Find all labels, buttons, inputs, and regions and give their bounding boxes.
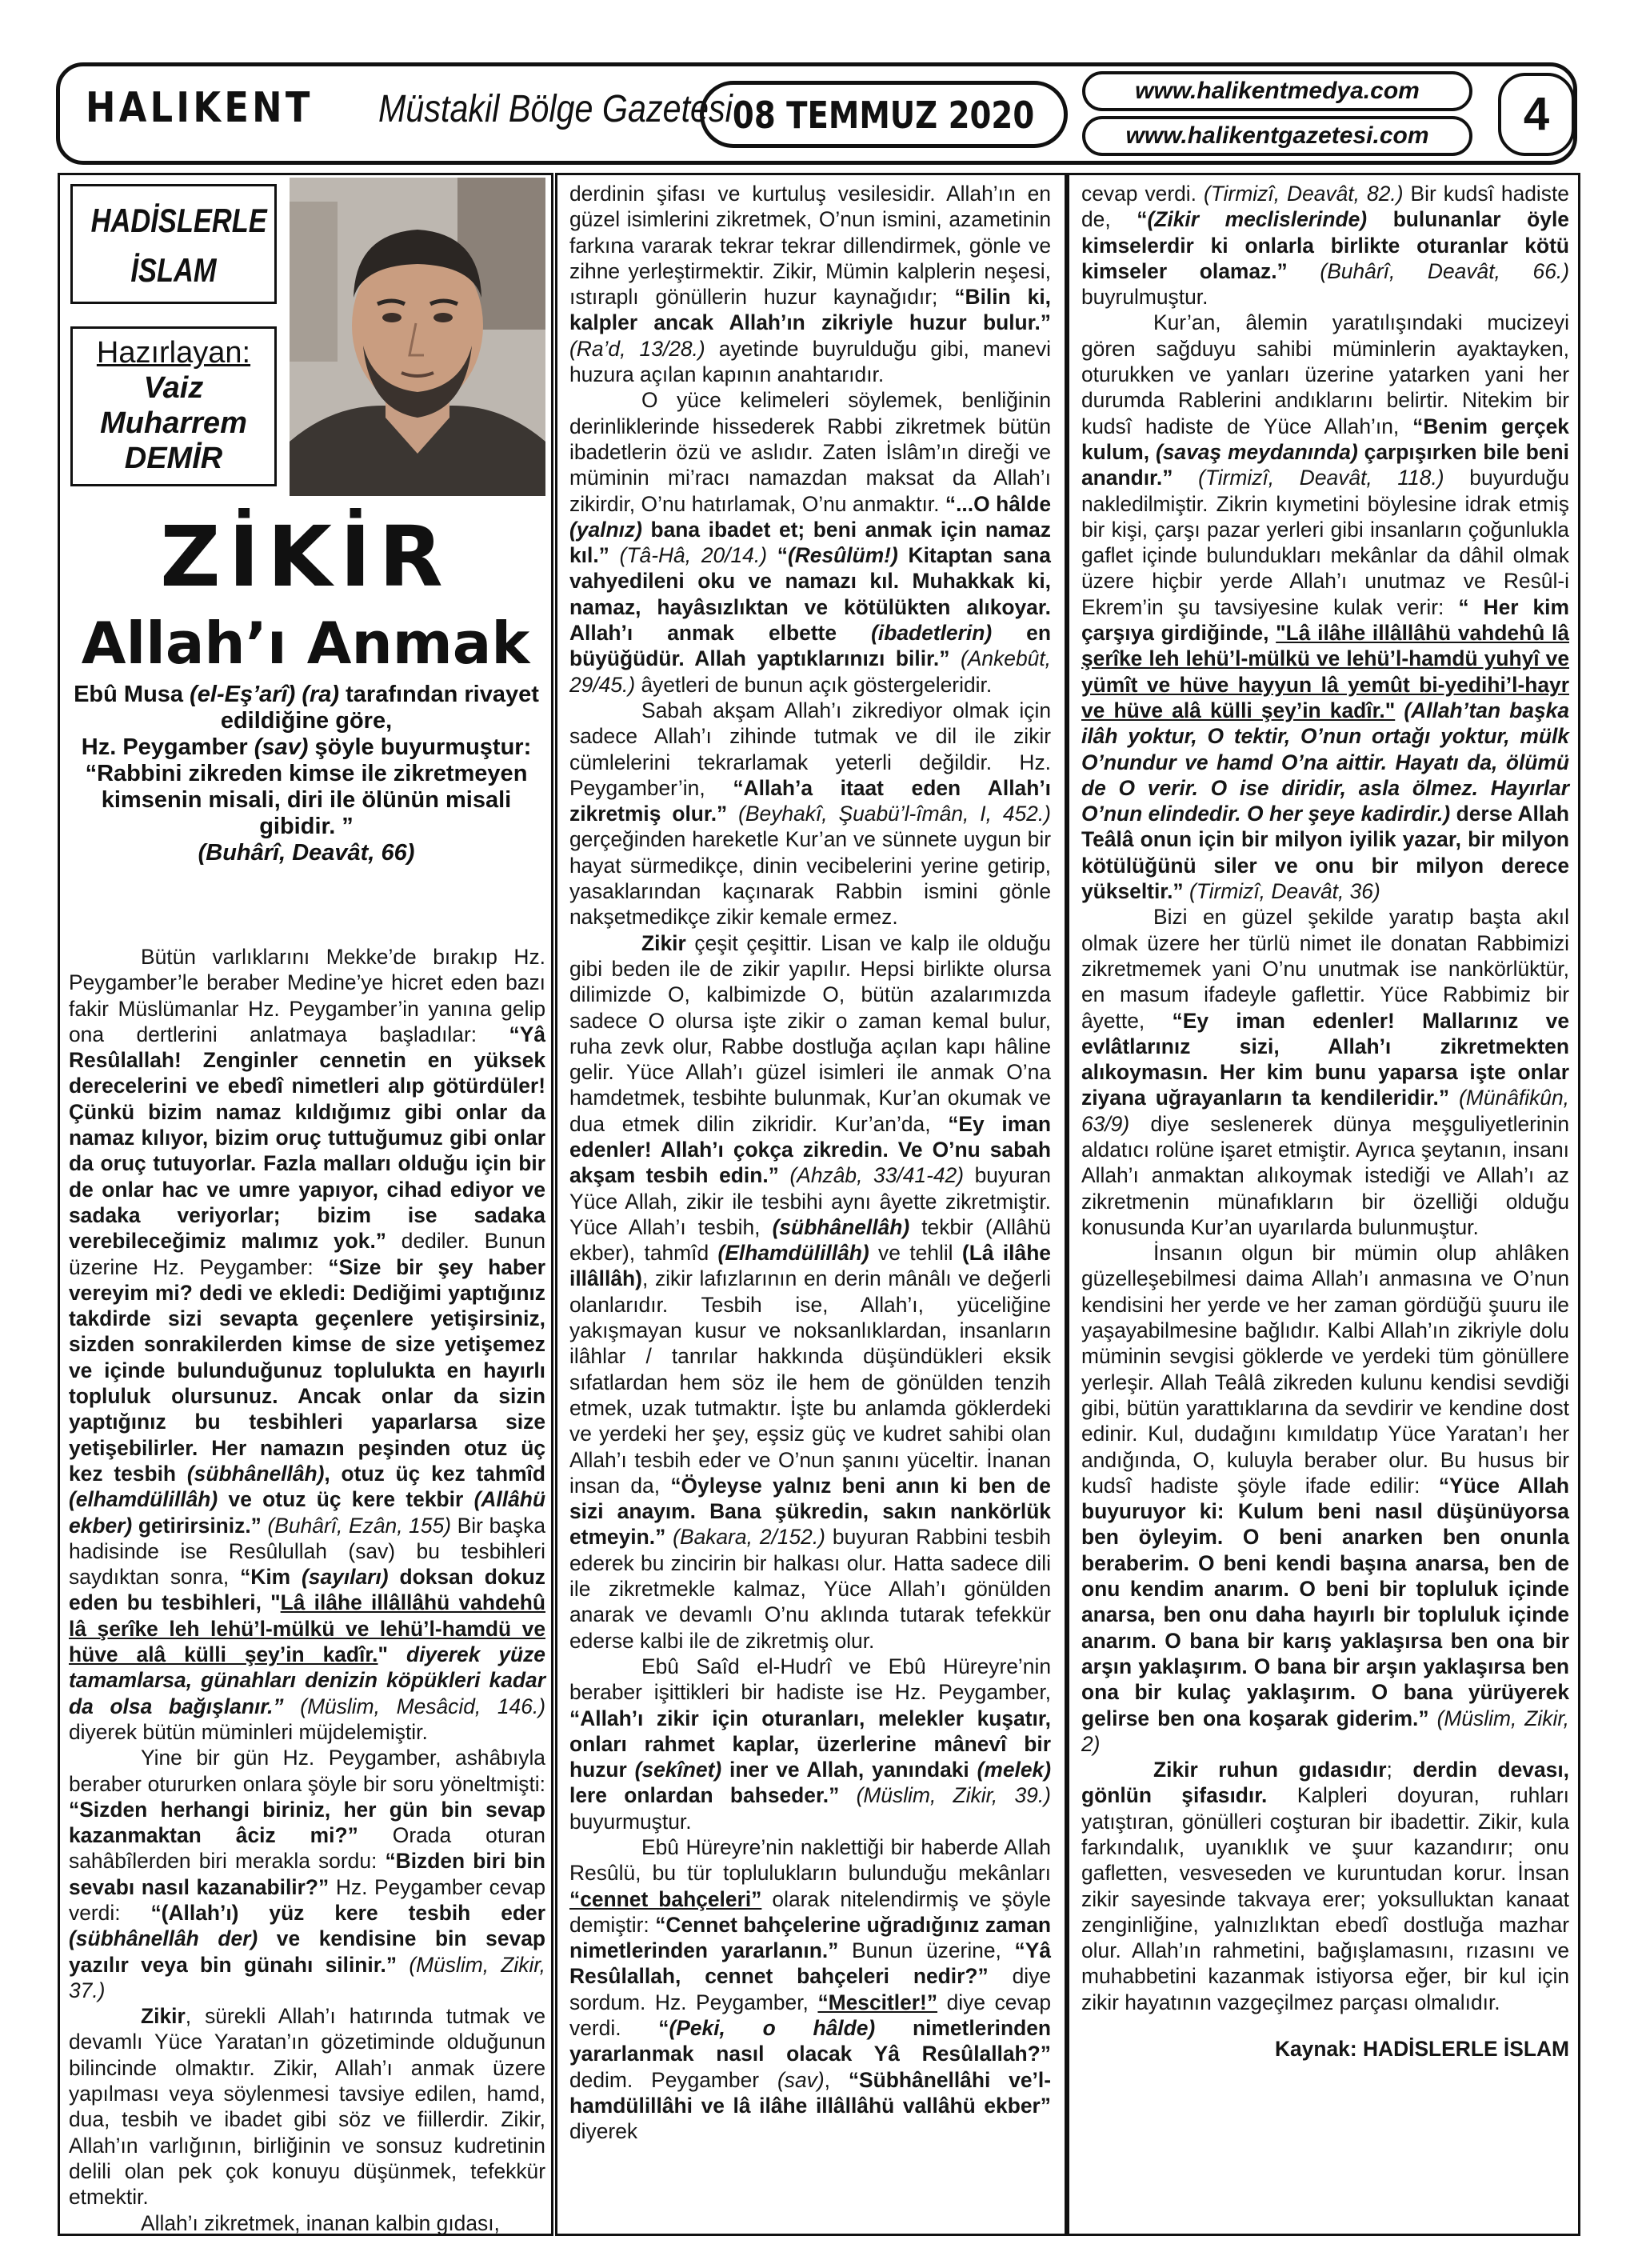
article-paragraph [569, 698, 1051, 930]
article-paragraph [1081, 181, 1569, 310]
text-run: " [378, 1642, 389, 1667]
page-number: 4 [1498, 73, 1575, 156]
issue-date [700, 81, 1068, 148]
text-run: (melek) [977, 1758, 1051, 1782]
text-run: doksan dokuz eden bu tesbihleri, " [69, 1565, 545, 1615]
text-run [284, 1694, 301, 1718]
text-run: (Zikir meclislerinde) [1147, 207, 1368, 232]
text-run: buyurduğu nakledilmiştir. Zikrin kıymetini böylesine idrak etmiş bir kişi, çarşı pazar yerleri gibi insanların çoğunlukla gaflet içinde bulundukları mekânlar da dâhil olmak üzere hiçbir yerde Allah’ı unutmaz ve Resûl-i Ekrem’in şu tavsiyesine kulak verir: [1081, 466, 1570, 619]
text-run: "Lâ ilâhe illâllâhü vahdehû lâ şerîke leh lehü’l-mülkü ve lehü’l-hamdü yuhyî ve yümît ve hüve hayyun lâ yemût bi-yedihi’l-hayr ve hüve alâ külli şey’in kadîr." [1081, 621, 1569, 722]
article-paragraph [69, 944, 545, 1745]
text-run: bana ibadet et; beni anmak için namaz kıl.” [569, 517, 1051, 568]
text-run: (Tirmizî, Deavât, 82.) [1204, 182, 1404, 206]
text-run: “Kim [240, 1565, 302, 1590]
text-run: (Müslim, Zikir, 37.) [69, 1952, 545, 2002]
text-run: dediler. Bunun üzerine Hz. Peygamber: [69, 1229, 546, 1279]
text-run: (Ahzâb, 33/41-42) [789, 1163, 965, 1188]
text-run: Yine bir gün Hz. Peygamber, ashâbıyla beraber otururken onlara şöyle bir soru yöneltmişti: [69, 1746, 545, 1796]
text-run: gerçeğinden hareketle Kur’an ve sünnete uygun bir hayat sürmedikçe, dinin vecibelerini yerine getirip, yasaklarından kaçınarak Rabbin ismini gönle nakşetmedikçe zikir kemale ermez. [569, 827, 1051, 930]
newspaper-subtitle: Müstakil Bölge Gazetesi [378, 88, 733, 130]
text-run: (Ra’d, 13/28.) [569, 336, 705, 361]
text-run: (Bakara, 2/152.) [673, 1525, 825, 1550]
text-run: (Peki, o hâlde) [669, 2016, 876, 2041]
text-run [1288, 259, 1320, 283]
author-photo-illustration [290, 178, 545, 496]
masthead [56, 62, 1577, 165]
text-run: diye cevap verdi. [569, 1990, 1052, 2041]
text-run: (Münâfikûn, 63/9) [1081, 1086, 1569, 1136]
text-run: , sürekli Allah’ı hatırında tutmak ve devamlı Yüce Yaratan’ın gözetiminde olduğunun bilincinde olmaktır. Zikir, Allah’ı anmak üzere yapılması veya söylenmesi tavsiye edilen, hamd, dua, tesbih ve ibadet gibi söz ve fiillerdir. Zikir, Allah’ın varlığının, birliğinin ve sonsuz kudretinin delili olan pek çok konuyu düşünmek, tefekkür etmektir. [69, 2004, 545, 2210]
text-run: ve kendisine bin sevap yazılır veya bin günahı silinir.” [69, 1926, 545, 1977]
text-run: (Müslim, Mesâcid, 146.) [300, 1694, 546, 1718]
text-run: diyerek [569, 2119, 638, 2144]
text-run [949, 646, 961, 670]
text-run: dedim. Peygamber [569, 2067, 777, 2092]
text-run: (Müslim, Zikir, 39.) [856, 1783, 1051, 1808]
text-run: O yüce kelimeleri söylemek, benliğinin derinliklerinde hissederek Rabbi zikretmek bütün ibadetlerin özü ve aslıdır. Zaten İslâm’ın direği ve müminin mi’racı namazdan maksat da Allah’ı zikirdir, O’nu hatırlamak, O’nu anmaktır. [569, 388, 1051, 516]
text-run: Orada oturan sahâbîlerden biri merakla sordu: [69, 1823, 545, 1874]
text-run: diyerek yüze tamamlarsa, günahları denizin köpükleri kadar da olsa bağışlanır.” [69, 1642, 545, 1718]
text-run [609, 543, 620, 567]
text-run [727, 802, 738, 826]
text-run [839, 1783, 856, 1807]
text-run: Hz. Peygamber cevap verdi: [69, 1874, 545, 1925]
text-run: olarak nitelendirmiş ve şöyle demiştir: [569, 1886, 1052, 1937]
text-run: (Elhamdülillâh) [717, 1241, 869, 1266]
text-run: Bütün varlıklarını Mekke’de bırakıp Hz. Peygamber’le beraber Medine’ye hicret eden bazı fakir Müslümanlar Hz. Peygamber’in yanına gelip ona dertlerini anlatmaya başladılar: [69, 945, 545, 1046]
text-run: buyuran Rabbini tesbih ederek bu zincirin bir halkası olur. Hatta sadece dili ile zikretmekle kalmaz, Yüce Allah’ı gönülden anarak ve devamlı O’nu aklında tutarak tefekkür ederse kalbi ile de zikretmiş olur. [569, 1525, 1051, 1653]
text-run: ayetinde buyrulduğu gibi, manevi huzura açılan kapının anahtarıdır. [569, 336, 1052, 387]
text-run: derdin devası, gönlün şifasıdır. [1081, 1758, 1570, 1808]
article-paragraph [1081, 1757, 1569, 2015]
text-run: Bir başka hadisinde ise Resûlullah (sav) bu tesbihleri saydıktan sonra, [69, 1513, 546, 1590]
text-run: buyuran Yüce Allah, zikir ile tesbihi aynı âyette zikretmiştir. Yüce Allah’ı tesbih, [569, 1163, 1051, 1239]
section-title-box [70, 184, 277, 304]
section-title-line1: HADİSLERLE [90, 202, 267, 239]
text-run: derse Allah Teâlâ onun için bir milyon iyilik yazar, bir milyon kötülüğünü siler ve onu bir milyon derece yükseltir.” [1081, 802, 1569, 904]
text-run: (yalnız) [569, 517, 642, 542]
text-run: , [824, 2067, 849, 2092]
text-run: Bunun üzerine, [838, 1938, 1015, 1963]
text-run: (sekînet) [634, 1758, 722, 1782]
text-run [397, 1953, 409, 1977]
text-run: “ [658, 2016, 669, 2041]
text-run: Zikir [641, 930, 686, 955]
text-run: en büyüğüdür. Allah yaptıklarınızı bilir.” [569, 621, 1051, 671]
text-run: Ebû Saîd el-Hudrî ve Ebû Hüreyre’nin beraber işittikleri bir hadiste ise Hz. Peygamber, [569, 1654, 1051, 1705]
text-run: Sabah akşam Allah’ı zikrediyor olmak için sadece Allah’ı zihinde tutmak ve dil ile zikir cümlelerini tekrarlamak yeterli değildir. Hz. Peygamber’in, [569, 698, 1051, 800]
article-paragraph [1081, 310, 1569, 904]
text-run: “Bilin ki, kalpler ancak Allah’ın zikriyle huzur bulur.” [569, 285, 1051, 335]
article-paragraph [569, 181, 1051, 387]
text-run: “Ey iman edenler! Mallarınız ve evlâtlarınız sizi, Allah’ı zikretmekten alıkoymasın. Her kim bunu yaparsa işte onlar ziyana uğrayanların ta kendileridir.” [1081, 1008, 1569, 1110]
text-run [1449, 1086, 1459, 1110]
text-run: “ [777, 543, 788, 568]
text-run: (sübhânellâh der) [69, 1926, 258, 1951]
text-run: “Yâ Resûlallah! Zenginler cennetin en yüksek derecelerini ve ebedî nimetleri alıp götürdüler! Çünkü bizim namaz kıldığımız gibi onlar da namaz kılıyor, bizim oruç tuttuğumuz gibi onlar da oruç tutuyorlar. Fazla malları olduğu için bir de onlar hac ve umre yapıyor, cihad ediyor ve sadaka veriyorlar; bizim ise sadaka verebileceğimiz malımız yok.” [69, 1022, 545, 1254]
article-paragraph [69, 1745, 545, 2003]
text-run: ; [1386, 1758, 1413, 1782]
text-run: ve otuz üç kere tekbir [218, 1487, 474, 1512]
text-run: (Buhârî, Deavât, 66.) [1320, 258, 1569, 283]
text-run: (sav) [777, 2067, 825, 2092]
text-run: Zikir ruhun gıdasıdır [1153, 1758, 1387, 1782]
text-run: Bir kudsî hadiste de, [1081, 182, 1569, 232]
source-credit: Kaynak: HADİSLERLE İSLAM [1274, 2037, 1569, 2062]
prepared-by-label: Hazırlayan: [96, 336, 251, 370]
author-title: Vaiz [143, 371, 204, 405]
text-run: (Müslim, Zikir, 2) [1081, 1706, 1569, 1756]
intro-hadith [74, 682, 539, 866]
article-paragraph [69, 2210, 545, 2236]
text-run: “Size bir şey haber vereyim mi? dedi ve ekledi: Dediğimi yaptığınız takdirde sizi sevapta geçenlere yetişirsiniz, sizden sonrakilerden kimse de size yetişemez ve içinde bulunduğunuz toplulukta en hayırlı topluluk olursunuz. Ancak onlar da sizin yaptığınız bu tesbihleri yaparlarsa size yetişebilirler. Her namazın peşinden otuz üç kez tesbih [69, 1254, 545, 1486]
text-run: şöyle buyurmuştur: “Rabbini zikreden kimse ile zikretmeyen kimsenin misali, diri ile ölünün misali gibidir. ” [85, 734, 532, 839]
text-run: (Tâ-Hâ, 20/14.) [619, 543, 767, 568]
text-run: buyurmuştur. [569, 1809, 692, 1834]
section-title-line2: İSLAM [130, 251, 217, 289]
author-box [70, 326, 277, 486]
text-run: Bizi en güzel şekilde yaratıp başta akıl olmak üzere her türlü nimet ile donatan Rabbimizi zikretmemek yani O’nu unutmak ise nankörlüktür, en masum ifadeyle gaflettir. Yüce Rabbimiz bir âyette, [1081, 905, 1569, 1033]
text-run: “Allah’ı zikir için oturanları, melekler kuşatır, onları rahmet kaplar, üzerlerine mânevî bir huzur [569, 1706, 1051, 1782]
text-run: (Resûlüm!) [787, 543, 898, 568]
text-run: (Ankebût, 29/45.) [569, 646, 1051, 697]
article-paragraph [569, 387, 1051, 698]
text-run: “Öyleyse yalnız beni anın ki ben de sizi anayım. Bana şükredin, sakın nankörlük etmeyin.” [569, 1473, 1051, 1550]
article-paragraph [1081, 904, 1569, 1240]
article-column-2 [569, 181, 1051, 2145]
text-run: (Tirmizî, Deavât, 118.) [1198, 466, 1444, 490]
text-run: “Ey iman edenler! Allah’ı çokça zikredin. Ve O’nu sabah akşam tesbih edin.” [569, 1111, 1051, 1188]
text-run: diyerek bütün müminleri müjdelemiştir. [69, 1719, 428, 1744]
text-run: İnsanın olgun bir mümin olup ahlâken güzelleşebilmesi daima Allah’ı anmasına ve O’nun kendisini her yerde ve her zaman gördüğü şuuru ile yaşayabilmesine bağlıdır. Kalbi Allah’ın zikriyle dolu müminin sevgisi göklerde ve yerdeki tüm gönüllere yerleşir. Allah Teâlâ zikreden kulunu kendisi sevdiği gibi, bütün yarattıklarına da sevdirir ve kendine dost edinir. Kul, dudağını kımıldatıp Yüce Yaratan’ı her andığında, O, kuluyla beraber olur. Bu husus bir kudsî hadiste şöyle ifade edilir: [1081, 1241, 1569, 1498]
text-run: “Sizden herhangi biriniz, her gün bin sevap kazanmaktan âciz mi?” [69, 1797, 545, 1848]
article-headline: ZİKİR [160, 508, 451, 606]
text-run: çeşit çeşittir. Lisan ve kalp ile olduğu gibi beden ile de zikir yapılır. Hepsi birlikte olursa dilimizde O, kalbimizde O, bütün azalarımızda sadece O olursa işte zikir o zaman kemal bulur, ruha zevk olur, Rabbe dostluğa açılan kapı hâline gelir. Yüce Allah’ı güzel isimleri ile anmak O’na hamdetmek, tesbihte bulunmak, Kur’an okumak ve dua etmek dilin zikridir. Kur’an’da, [569, 930, 1051, 1136]
text-run: cevap verdi. [1081, 182, 1204, 206]
text-run: “(Allah’ı) yüz kere tesbih eder [150, 1900, 545, 1925]
text-run: iner ve Allah, yanındaki [721, 1758, 977, 1782]
text-run: (Allâhü ekber) [69, 1487, 545, 1538]
text-run [779, 1163, 790, 1187]
author-last-name: DEMİR [124, 442, 223, 475]
newspaper-name: HALIKENT [86, 84, 314, 132]
article-paragraph [69, 2003, 545, 2210]
text-run: (el-Eş’arî) (ra) [190, 682, 340, 707]
text-run: Kitaptan sana vahyedileni oku ve namazı kıl. Muhakkak ki, namaz, hayâsızlıktan ve kötülükten alıkoyar. Allah’ı anmak elbette [569, 543, 1051, 646]
text-run: getirirsiniz.” [132, 1513, 262, 1538]
text-run: (sübhânellâh) [186, 1461, 325, 1486]
article-paragraph [569, 930, 1051, 1654]
text-run: “Sübhânellâhi ve’l-hamdülillâhi ve lâ ilâhe illâllâhü vallâhü ekber” [569, 2067, 1051, 2118]
text-run: Lâ ilâhe illâllâhü vahdehû lâ şerîke leh lehü’l-mülkü ve lehü’l-hamdü ve hüve alâ külli şey’in kadîr. [69, 1590, 545, 1667]
text-run: “cennet bahçeleri” [569, 1886, 762, 1911]
text-run: ve tehlil [869, 1241, 962, 1266]
text-run [665, 1525, 673, 1549]
text-run: “Mescitler!” [817, 1990, 938, 2014]
text-run: Allah’ı zikretmek, inanan kalbin gıdası, [141, 2210, 500, 2235]
website-link-2[interactable]: www.halikentgazetesi.com [1082, 116, 1472, 156]
author-photo [290, 178, 545, 496]
article-paragraph [569, 1834, 1051, 2145]
text-run: (Beyhakî, Şuabü’l-îmân, I, 452.) [738, 802, 1051, 826]
text-run: âyetleri de bunun açık göstergeleridir. [635, 672, 993, 697]
text-run: Kur’an, âlemin yaratılışındaki mucizeyi gören sağduyu sahibi müminlerin ayaktayken, oturukken ve yanları üzerine yatarken yani her durumda Rablerini andıklarını belirtir. Nitekim bir kudsî hadiste de Yüce Allah’ın, [1081, 310, 1569, 438]
text-run: (sav) [254, 734, 309, 760]
article-column-3 [1081, 181, 1569, 2062]
article-subheadline: Allah’ı Anmak [81, 610, 530, 677]
text-run: Zikir [141, 2004, 186, 2029]
text-run: “Cennet bahçelerine uğradığınız zaman nimetlerinden yararlanın.” [569, 1912, 1051, 1963]
author-first-name: Muharrem [100, 406, 247, 440]
text-run: derdinin şifası ve kurtuluş vesilesidir. Allah’ın en güzel isimlerini zikretmek, O’nun ismini, azametinin farkına vararak tekrar tekrar dillendirmek, gönle ve zihne yerleştirmektir. Zikir, Mümin kalplerin neşesi, ıstıraplı gönüllerin huzur kaynağıdır; [569, 182, 1051, 310]
text-run: “ [1137, 207, 1148, 232]
text-run [1429, 1706, 1437, 1730]
text-run: (elhamdülillâh) [69, 1487, 218, 1512]
text-run [1184, 879, 1189, 903]
text-run: nimetlerinden yararlanmak nasıl olacak Yâ Resûlallah?” [569, 2016, 1051, 2066]
text-run: “Allah’a itaat eden Allah’ı zikretmiş olur.” [569, 775, 1051, 826]
text-run: Kalpleri doyuran, ruhları yatıştıran, gönülleri coşturan bir ibadettir. Zikir, kula farkındalık, uyanıklık ve şuur kazandırır; onu gafletten, vesveseden ve kuruntudan korur. İnsan zikir sayesinde takvaya erer; yoksulluktan kanaat zenginliğine, yalnızlıktan ebedî dostluğa mazhar olur. Allah’ın rahmetini, bağışlamasını, rızasını ve muhabbetini kazanmak istiyorsa eğer, bir kul için zikir hayatının vazgeçilmez parçası olmalıdır. [1081, 1783, 1569, 2014]
text-run: Ebû Musa [74, 682, 190, 707]
website-link-1[interactable]: www.halikentmedya.com [1082, 71, 1472, 111]
article-paragraph [1081, 1240, 1569, 1757]
text-run: (sübhânellâh) [772, 1214, 910, 1239]
text-run: (Tirmizî, Deavât, 36) [1189, 879, 1380, 904]
text-run: (Buhârî, Deavât, 66) [198, 840, 415, 866]
text-run: tekbir (Allâhü ekber), tahmîd [569, 1214, 1051, 1266]
text-run: (ibadetlerin) [871, 621, 993, 646]
text-run: “...O hâlde [945, 491, 1051, 516]
text-run: (Lâ ilâhe illâllâh) [569, 1241, 1051, 1291]
text-run: “Yâ Resûlallah, cennet bahçeleri nedir?” [569, 1938, 1051, 1989]
text-run: buyrulmuştur. [1081, 285, 1209, 310]
text-run: “Benim gerçek kulum, [1081, 414, 1569, 464]
article-column-1 [69, 944, 545, 2236]
text-run: (Buhârî, Ezân, 155) [267, 1513, 452, 1538]
text-run: , zikir lafızlarının en derin mânâlı ve değerli olanlarıdır. Tesbih ise, Allah’ı, yüceliğine yakışmayan kusur ve noksanlıklardan, insanların ilâhlar / tanrılar hakkında düşündükleri eksik sıfatlardan hem söz ile hem de gönülden tenzih etmek, uzak tutmaktır. İşte bu anlamda göklerdeki ve yerdeki her şey, eşsiz güç ve kudret sahibi olan Allah’ı tesbih eder ve O’nun şanını yüceltir. İnanan insan da, [569, 1266, 1051, 1498]
text-run [262, 1514, 268, 1538]
issue-date-text: 08 TEMMUZ 2020 [733, 94, 1035, 137]
text-run [1173, 466, 1198, 490]
text-run: tarafından rivayet edildiğine göre, Hz. Peygamber [81, 682, 539, 760]
text-run: “Yüce Allah buyuruyor ki: Kulum beni nasıl düşünüyorsa ben öyleyim. O beni anarken ben onunla beraberim. O beni kendi başına anarsa, ben de onu kendim anarım. O beni bir topluluk içinde anarsa, ben onu daha hayırlı bir topluluk içinde anarım. O bana bir karış yaklaşırsa ben ona bir arşın yaklaşırım. O bana bir arşın yaklaşırsa ben ona bir kulaç yaklaşırım. O bana yürüyerek gelirse ben ona koşarak giderim.” [1081, 1473, 1569, 1730]
text-run: diye sordum. Hz. Peygamber, [569, 1964, 1051, 2014]
text-run: Ebû Hüreyre’nin naklettiği bir haberde Allah Resûlü, bu tür toplulukların bulunduğu mekânları [569, 1835, 1051, 1886]
text-run: lere onlardan bahseder.” [569, 1783, 840, 1808]
text-run: “Bizden biri bin sevabı nasıl kazanabilir?” [69, 1849, 546, 1899]
article-paragraph [569, 1654, 1051, 1834]
text-run: diye seslenerek dünya meşguliyetlerinin aldatıcı rolüne işaret etmiştir. Ayrıca şeytanın, insanı Allah’ı anmaktan alıkoymak istediği ve Allah’ı az zikretmenin münafıkların bir özelliği olduğu konusunda Kur’an uyarılarda bulunmuştur. [1081, 1111, 1569, 1239]
text-run: “ Her kim çarşıya girdiğinde, [1081, 594, 1569, 646]
text-run [767, 543, 777, 567]
text-run: çarpışırken bile beni anandır.” [1081, 439, 1569, 490]
text-run: (savaş meydanında) [1155, 439, 1358, 464]
text-run: bulunanlar öyle kimselerdir ki onlarla birlikte oturanlar kötü kimseler olamaz.” [1081, 207, 1569, 283]
text-run: (Allah’tan başka ilâh yoktur, O tektir, O’nun ortağı yoktur, mülk O’nundur ve hamd O’na aittir. Hayatı da, ölümü de O verir. O ise diridir, asla ölmez. Hayırlar O’nun elindedir. O her şeye kadirdir.) [1081, 698, 1569, 826]
text-run: , otuz üç kez tahmîd [324, 1461, 545, 1486]
text-run: (sayıları) [302, 1565, 389, 1590]
